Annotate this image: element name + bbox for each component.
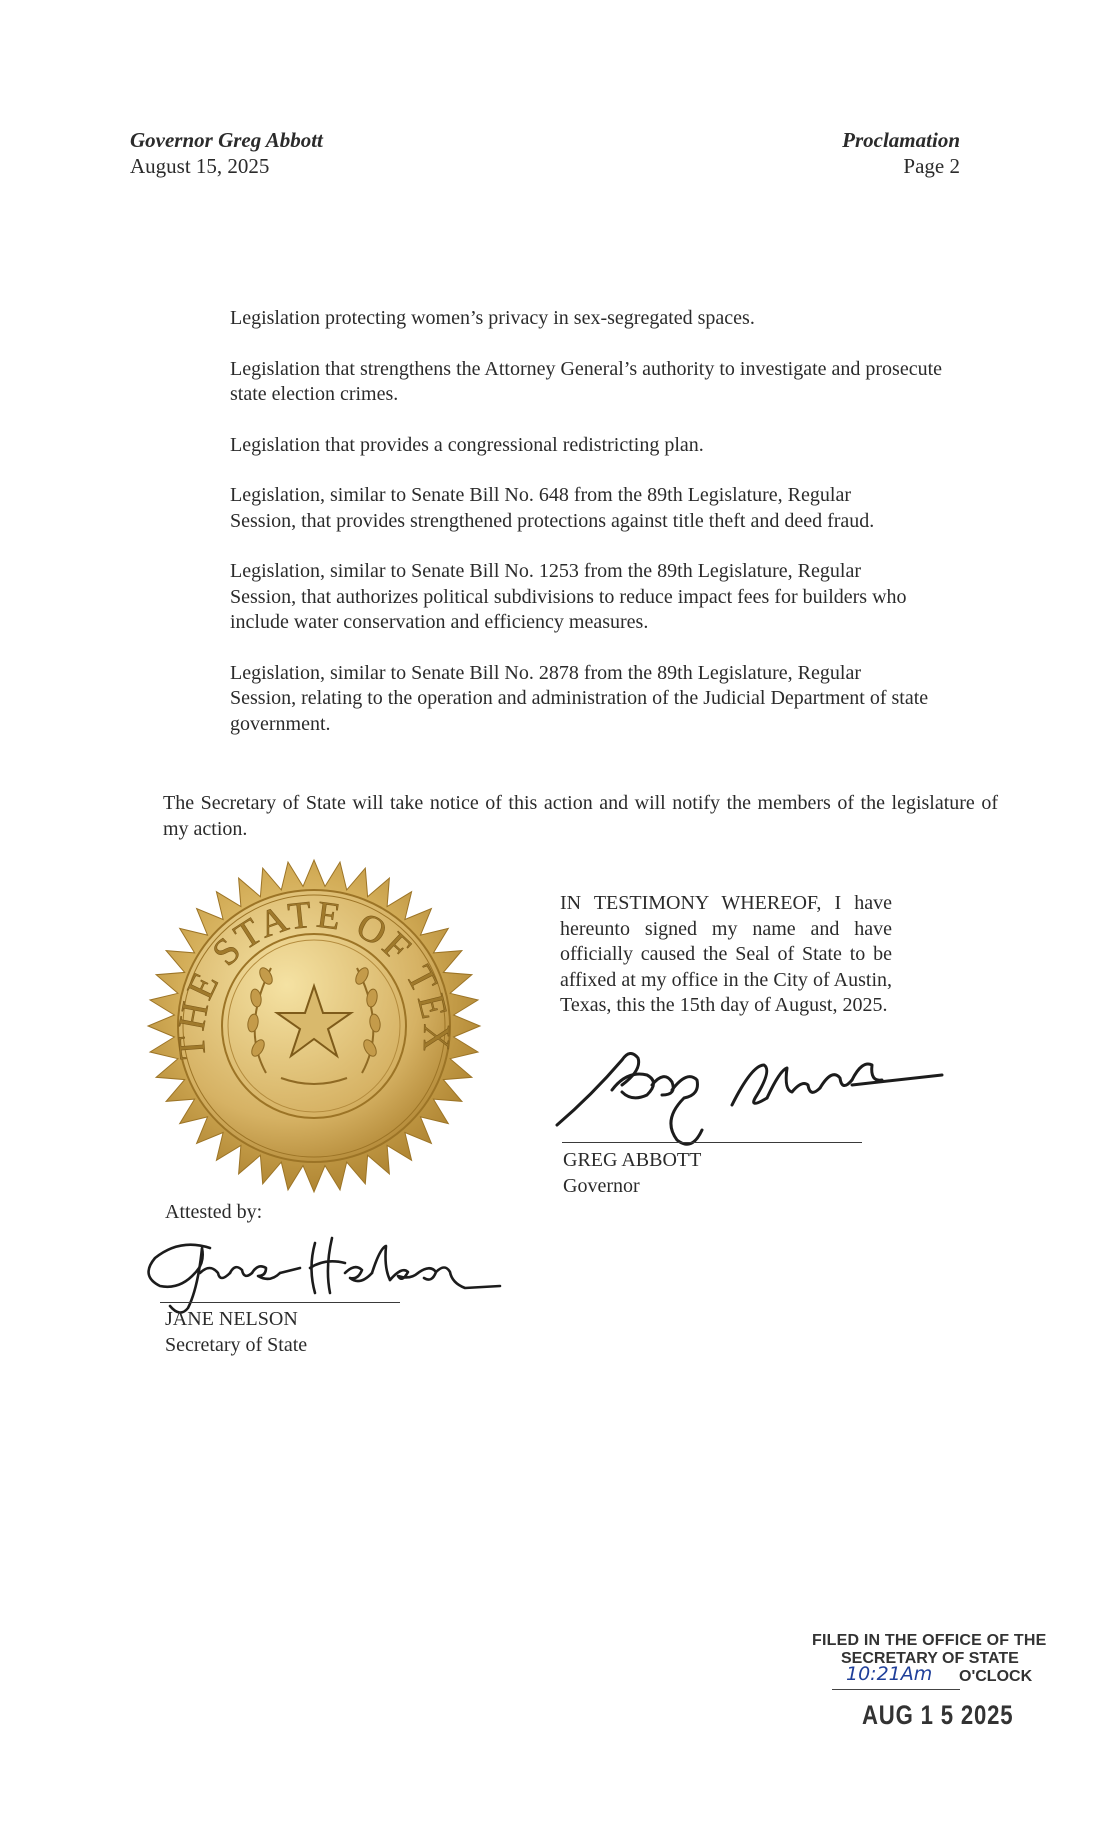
testimony-paragraph: IN TESTIMONY WHEREOF, I have hereunto signed my name and have officially caused the Seal of State to be affixed at my office in the City of Austin, Texas, this the 15th day of August, 2025. (560, 892, 892, 1016)
filing-stamp-time-line (832, 1689, 960, 1690)
header-proclamation: Proclamation (842, 128, 960, 152)
legislation-item: Legislation that provides a congressional redistricting plan. (230, 433, 704, 456)
header-date: August 15, 2025 (130, 154, 270, 178)
filing-stamp-line1: FILED IN THE OFFICE OF THE (812, 1632, 1047, 1649)
filing-stamp-time: 10:21Am (846, 1663, 933, 1685)
legislation-item: Legislation, similar to Senate Bill No. 648 from the 89th Legislature, Regular Session, that provides strengthened protections against title theft and deed fraud. (230, 484, 875, 532)
legislation-item: Legislation protecting women’s privacy in sex-segregated spaces. (230, 307, 755, 329)
legislation-item: Legislation, similar to Senate Bill No. 2878 from the 89th Legislature, Regular Session, relating to the operation and administration of the Judicial Department of state government. (230, 661, 929, 735)
filing-stamp-date: AUG 1 5 2025 (862, 1700, 1014, 1730)
legislation-list (230, 306, 950, 762)
legislation-item: Legislation that strengthens the Attorney General’s authority to investigate and prosecute state election crimes. (230, 357, 943, 405)
state-seal (146, 858, 482, 1194)
filing-stamp-oclock: O'CLOCK (959, 1668, 1033, 1685)
secretary-notice-paragraph: The Secretary of State will take notice of this action and will notify the members of the legislature of my action. (163, 792, 998, 840)
attested-by-label: Attested by: (165, 1201, 263, 1223)
secretary-signature-line (160, 1302, 400, 1303)
filing-stamp-line2: SECRETARY OF STATE (841, 1650, 1019, 1667)
governor-name: GREG ABBOTT (563, 1149, 702, 1171)
header-page-number: Page 2 (903, 154, 960, 178)
secretary-name: JANE NELSON (165, 1308, 298, 1330)
secretary-signature (140, 1228, 510, 1318)
legislation-item: Legislation, similar to Senate Bill No. 1253 from the 89th Legislature, Regular Session, that authorizes political subdivisions to reduce impact fees for builders who include water conservation and efficiency measures. (230, 560, 907, 633)
governor-title: Governor (563, 1175, 640, 1197)
seal-text: THE STATE OF TEX (170, 893, 458, 1061)
governor-signature-line (562, 1142, 862, 1143)
secretary-title: Secretary of State (165, 1334, 308, 1356)
header-governor-name: Governor Greg Abbott (130, 128, 323, 152)
